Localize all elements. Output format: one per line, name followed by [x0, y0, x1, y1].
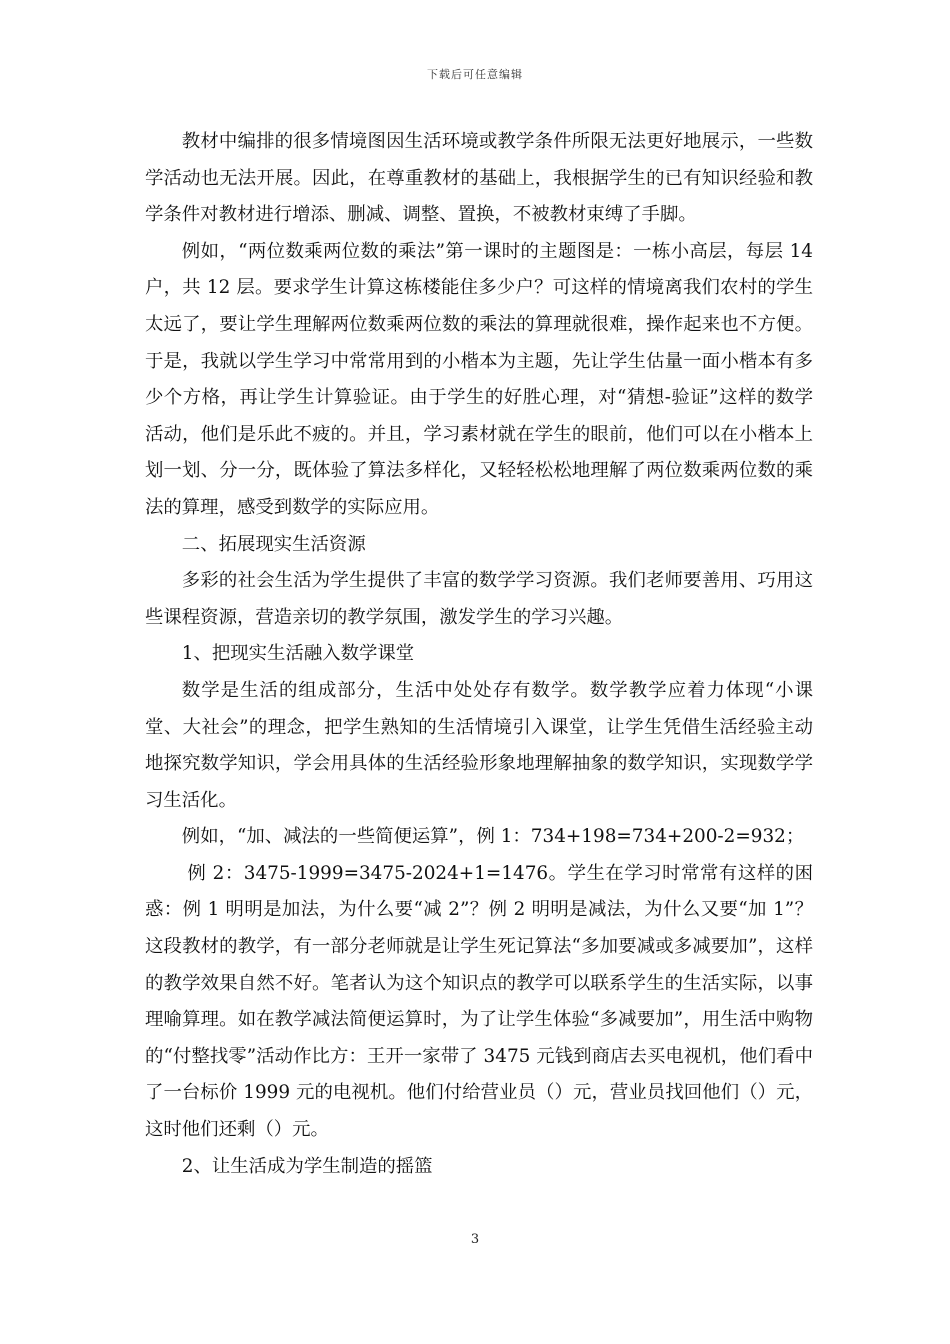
paragraph-example-multiplication: 例如，“两位数乘两位数的乘法”第一课时的主题图是：一栋小高层，每层 14 户，共 12 层。要求学生计算这栋楼能住多少户？可这样的情境离我们农村的学生太远了，要让学生理解两位数乘两位数的乘法的算理就很难，操作起来也不方便。于是，我就以学生学习中常常用到的小楷本为主题，先让学生估量一面小楷本有多少个方格，再让学生计算验证。由于学生的好胜心理，对“猜想-验证”这样的数学活动，他们是乐此不疲的。并且，学习素材就在学生的眼前，他们可以在小楷本上划一划、分一分，既体验了算法多样化，又轻轻松松地理解了两位数乘两位数的乘法的算理，感受到数学的实际应用。: [145, 240, 813, 518]
paragraph-math-in-life: 数学是生活的组成部分，生活中处处存有数学。数学教学应着力体现“小课堂、大社会”的理念，把学生熟知的生活情境引入课堂，让学生凭借生活经验主动地探究数学知识，学会用具体的生活经验形象地理解抽象的数学知识，实现数学学习生活化。: [145, 679, 813, 811]
paragraph-social-life-resources: 多彩的社会生活为学生提供了丰富的数学学习资源。我们老师要善用、巧用这些课程资源，营造亲切的教学氛围，激发学生的学习兴趣。: [145, 570, 813, 628]
section-heading-real-life-resources: 二、拓展现实生活资源: [181, 533, 366, 555]
subheading-life-as-cradle: 2、让生活成为学生制造的摇篮: [181, 1155, 433, 1177]
paragraph-textbook-adjustment: 教材中编排的很多情境图因生活环境或教学条件所限无法更好地展示，一些数学活动也无法开展。因此，在尊重教材的基础上，我根据学生的已有知识经验和教学条件对教材进行增添、删减、调整、置换，不被教材束缚了手脚。: [145, 131, 813, 226]
document-body: [145, 124, 813, 1185]
page-header: 下载后可任意编辑: [427, 68, 523, 81]
page-number: 3: [470, 1232, 480, 1247]
paragraph-example-addition: 例如，“加、减法的一些简便运算”，例 1：734+198=734+200-2=932；: [181, 826, 805, 848]
subheading-life-into-classroom: 1、把现实生活融入数学课堂: [181, 643, 415, 665]
paragraph-example-subtraction: 例 2：3475-1999=3475-2024+1=1476。学生在学习时常常有这样的困惑：例 1 明明是加法，为什么要“减 2”？例 2 明明是减法，为什么又要“加 1”？这段教材的教学，有一部分老师就是让学生死记算法“多加要减或多减要加”，这样的教学效果自然不好。笔者认为这个知识点的教学可以联系学生的生活实际，以事理喻算理。如在教学减法简便运算时，为了让学生体验“多减要加”，用生活中购物的“付整找零”活动作比方：王开一家带了 3475 元钱到商店去买电视机，他们看中了一台标价 1999 元的电视机。他们付给营业员（）元，营业员找回他们（）元，这时他们还剩（）元。: [145, 862, 813, 1141]
